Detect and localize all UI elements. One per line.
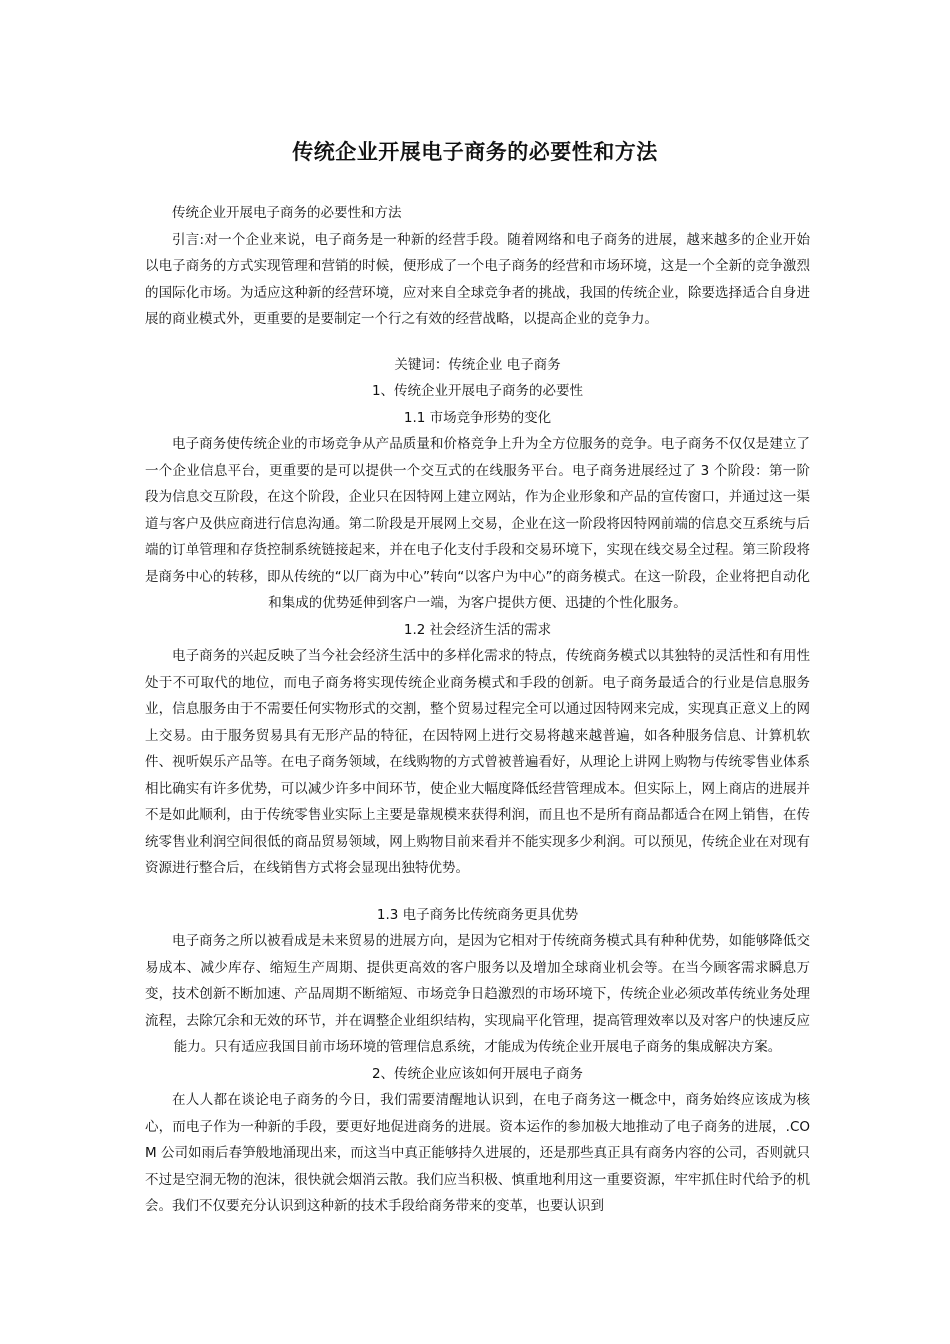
keywords-line: 关键词：传统企业 电子商务 [394, 356, 561, 373]
paragraph-1-1: 电子商务使传统企业的市场竞争从产品质量和价格竞争上升为全方位服务的竞争。电子商务不仅仅是建立了一个企业信息平台，更重要的是可以提供一个交互式的在线服务平台。电子商务进展经过了 3 个阶段：第一阶段为信息交互阶段，在这个阶段，企业只在因特网上建立网站，作为企业形象和产品的宣传窗口，并通过这一渠道与客户及供应商进行信息沟通。第二阶段是开展网上交易，企业在这一阶段将因特网前端的信息交互系统与后端的订单管理和存货控制系统链接起来，并在电子化支付手段和交易环境下，实现在线交易全过程。第三阶段将是商务中心的转移，即从传统的“以厂商为中心”转向“以客户为中心”的商务模式。在这一阶段，企业将把自动化和集成的优势延伸到客户一端，为客户提供方便、迅捷的个性化服务。 [145, 436, 810, 611]
spacer [145, 882, 810, 902]
subsection-heading-1-3: 1.3 电子商务比传统商务更具优势 [376, 906, 579, 923]
section-heading-2: 2、传统企业应该如何开展电子商务 [371, 1065, 584, 1082]
intro-paragraph: 引言:对一个企业来说，电子商务是一种新的经营手段。随着网络和电子商务的进展，越来越多的企业开始以电子商务的方式实现管理和营销的时候，便形成了一个电子商务的经营和市场环境，这是一个全新的竞争激烈的国际化市场。为适应这种新的经营环境，应对来自全球竞争者的挑战，我国的传统企业，除要选择适合自身进展的商业模式外，更重要的是要制定一个行之有效的经营战略，以提高企业的竞争力。 [145, 231, 810, 327]
paragraph-1-3: 电子商务之所以被看成是未来贸易的进展方向，是因为它相对于传统商务模式具有种种优势，如能够降低交易成本、减少库存、缩短生产周期、提供更高效的客户服务以及增加全球商业机会等。在当今顾客需求瞬息万变，技术创新不断加速、产品周期不断缩短、市场竞争日趋激烈的市场环境下，传统企业必须改革传统业务处理流程，去除冗余和无效的环节，并在调整企业组织结构，实现扁平化管理，提高管理效率以及对客户的快速反应能力。只有适应我国目前市场环境的管理信息系统，才能成为传统企业开展电子商务的集成解决方案。 [145, 933, 810, 1055]
paragraph-2: 在人人都在谈论电子商务的今日，我们需要清醒地认识到，在电子商务这一概念中，商务始终应该成为核心，而电子作为一种新的手段，要更好地促进商务的进展。资本运作的参加极大地推动了电子商务的进展，.COM 公司如雨后春笋般地涌现出来，而这当中真正能够持久进展的，还是那些真正具有商务内容的公司，否则就只不过是空洞无物的泡沫，很快就会烟消云散。我们应当积极、慎重地利用这一重要资源，牢牢抓住时代给予的机会。我们不仅要充分认识到这种新的技术手段给商务带来的变革，也要认识到 [145, 1092, 810, 1214]
spacer [145, 333, 810, 352]
subsection-heading-1-2: 1.2 社会经济生活的需求 [403, 621, 552, 638]
document-title: 传统企业开展电子商务的必要性和方法 [292, 140, 658, 164]
section-heading-1: 1、传统企业开展电子商务的必要性 [371, 383, 584, 399]
subtitle-paragraph: 传统企业开展电子商务的必要性和方法 [172, 205, 402, 221]
paragraph-1-2: 电子商务的兴起反映了当今社会经济生活中的多样化需求的特点，传统商务模式以其独特的灵活性和有用性处于不可取代的地位，而电子商务将实现传统企业商务模式和手段的创新。电子商务最适合的行业是信息服务业，信息服务由于不需要任何实物形式的交割，整个贸易过程完全可以通过因特网来完成，实现真正意义上的网上交易。由于服务贸易具有无形产品的特征，在因特网上进行交易将越来越普遍，如各种服务信息、计算机软件、视听娱乐产品等。在电子商务领域，在线购物的方式曾被普遍看好，从理论上讲网上购物与传统零售业体系相比确实有许多优势，可以减少许多中间环节，使企业大幅度降低经营管理成本。但实际上，网上商店的进展并不是如此顺利，由于传统零售业实际上主要是靠规模来获得利润，而且也不是所有商品都适合在网上销售，在传统零售业利润空间很低的商品贸易领域，网上购物目前来看并不能实现多少利润。可以预见，传统企业在对现有资源进行整合后，在线销售方式将会显现出独特优势。 [145, 648, 810, 876]
document-body [145, 200, 810, 1220]
subsection-heading-1-1: 1.1 市场竞争形势的变化 [403, 409, 552, 426]
